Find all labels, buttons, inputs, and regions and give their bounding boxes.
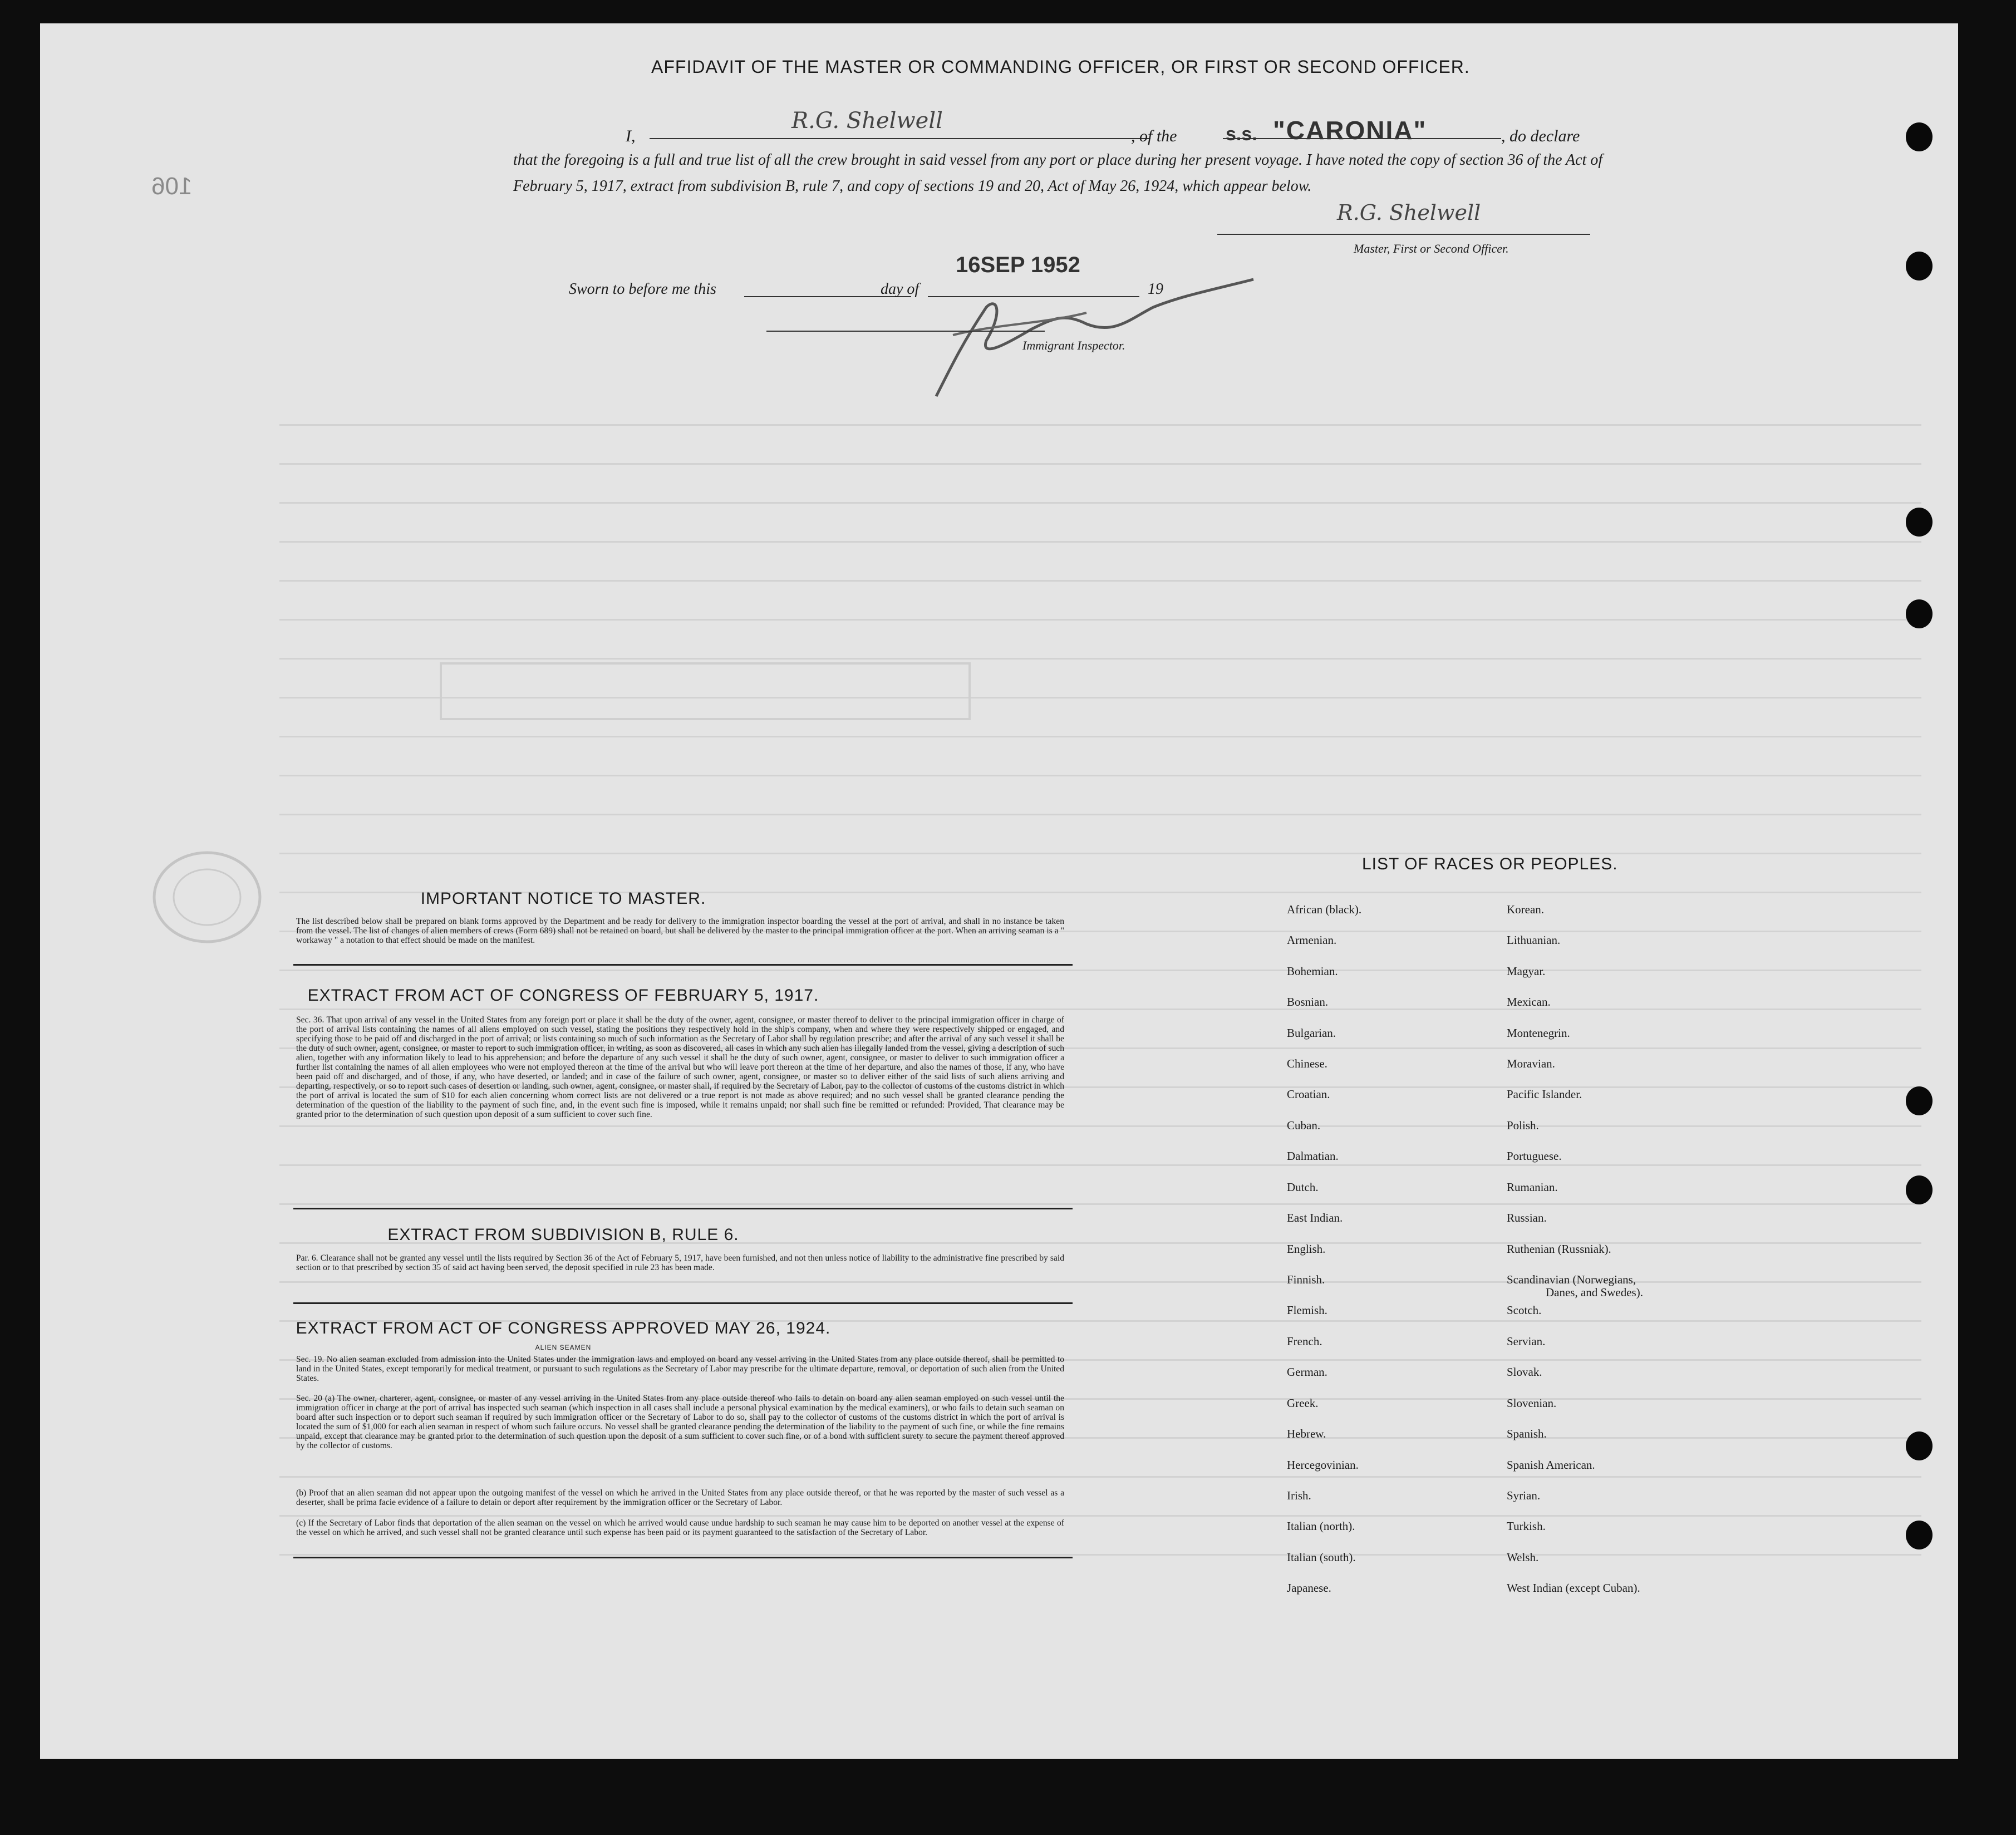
year-label: 19 — [1148, 281, 1163, 298]
race-item: Korean. — [1507, 903, 1545, 916]
ship-name: "CARONIA" — [1273, 116, 1427, 145]
race-item: Bosnian. — [1287, 995, 1329, 1008]
race-item: English. — [1287, 1242, 1326, 1256]
section-rule — [293, 1302, 1073, 1304]
extract-1917-title: EXTRACT FROM ACT OF CONGRESS OF FEBRUARY 5, 1917. — [307, 986, 819, 1005]
binding-hole — [1906, 252, 1933, 281]
race-item: Italian (north). — [1287, 1519, 1355, 1533]
race-item: East Indian. — [1287, 1211, 1343, 1224]
race-item: Chinese. — [1287, 1057, 1327, 1070]
race-item: Greek. — [1287, 1396, 1319, 1410]
faded-seal — [140, 842, 274, 953]
races-title: LIST OF RACES OR PEOPLES. — [1362, 855, 1618, 873]
inspector-line — [766, 331, 1045, 332]
race-item: Spanish. — [1507, 1427, 1547, 1440]
master-caption: Master, First or Second Officer. — [1354, 242, 1509, 255]
sec20a-body: Sec. 20 (a) The owner, charterer, agent, consignee, or master of any vessel arriving in the United States from any place outside thereof who fails to detain on board any alien seaman employed on such vessel until the immigration officer in charge at the port of arrival has inspected such seaman (which inspection in all cases shall include a personal physical examination by the medical examiners), or who fails to detain such seaman on board after such inspection or to deport such seaman if required by such immigration officer or the Secretary of Labor to do so, shall pay to the collector of customs of the customs district in which the port of arrival is located the sum of $1,000 for each alien seaman in respect of whom such failure occurs. No vessel shall be granted clearance pending the determination of the liability to the payment of such fine, or while the fine remains unpaid, except that clearance may be granted prior to the determination of such question upon the deposit of a sum sufficient to cover such fine, or of a bond with sufficient surety to secure the payment thereof approved by the collector of customs. — [296, 1394, 1064, 1450]
race-item: Servian. — [1507, 1335, 1546, 1348]
race-item: Slovenian. — [1507, 1396, 1557, 1410]
document-page — [40, 23, 1958, 1759]
race-item: Lithuanian. — [1507, 933, 1561, 947]
race-item: Armenian. — [1287, 933, 1337, 947]
race-item: Turkish. — [1507, 1519, 1546, 1533]
race-item: Scotch. — [1507, 1303, 1542, 1317]
race-item: Flemish. — [1287, 1303, 1327, 1317]
race-item: Bohemian. — [1287, 965, 1338, 978]
section-rule — [293, 964, 1073, 966]
extract-1924-subtitle: ALIEN SEAMEN — [535, 1344, 592, 1351]
of-the-label: , of the — [1131, 127, 1177, 145]
officer-name-line — [650, 138, 1150, 139]
race-item: Rumanian. — [1507, 1180, 1558, 1194]
binding-hole — [1906, 1521, 1933, 1549]
sec20c-body: (c) If the Secretary of Labor finds that deportation of the alien seaman on the vessel on which he arrived would cause undue hardship to such seaman he may cause him to be deported on another vessel at the expense of the vessel on which he arrived, and such vessel shall not be granted clearance until such expense has been paid or its payment guaranteed to the satisfaction of the Secretary of Labor. — [296, 1518, 1064, 1537]
race-item: French. — [1287, 1335, 1322, 1348]
rule6-title: EXTRACT FROM SUBDIVISION B, RULE 6. — [387, 1226, 739, 1244]
race-item: African (black). — [1287, 903, 1362, 916]
binding-hole — [1906, 508, 1933, 537]
race-item: Moravian. — [1507, 1057, 1555, 1070]
binding-hole — [1906, 1431, 1933, 1460]
race-item: Hercegovinian. — [1287, 1458, 1359, 1472]
race-item: Slovak. — [1507, 1365, 1542, 1379]
race-item: Dutch. — [1287, 1180, 1319, 1194]
sworn-label: Sworn to before me this — [569, 281, 716, 298]
race-item-continued: Danes, and Swedes). — [1546, 1286, 1643, 1299]
notice-body: The list described below shall be prepared on blank forms approved by the Department and be ready for delivery to the immigration inspector boarding the vessel at the port of arrival, and shall in no instance be taken from the vessel. The list of changes of alien members of crews (Form 689) shall not be retained on board, but shall be delivered by the master to the principal immigration officer at the port. When an arriving seaman is a " workaway " a notation to that effect should be made on the manifest. — [296, 917, 1064, 945]
notice-title: IMPORTANT NOTICE TO MASTER. — [420, 889, 706, 908]
do-declare-label: , do declare — [1501, 127, 1580, 145]
race-item: Irish. — [1287, 1489, 1311, 1502]
race-item: Croatian. — [1287, 1088, 1330, 1101]
master-signature: R.G. Shelwell — [1337, 200, 1481, 225]
race-item: Dalmatian. — [1287, 1149, 1339, 1163]
date-stamp: 16SEP 1952 — [956, 253, 1080, 277]
race-item: Russian. — [1507, 1211, 1547, 1224]
race-item: Mexican. — [1507, 995, 1551, 1008]
binding-hole — [1906, 122, 1933, 151]
race-item: Italian (south). — [1287, 1551, 1356, 1564]
race-item: Pacific Islander. — [1507, 1088, 1582, 1101]
race-item: Japanese. — [1287, 1581, 1331, 1595]
extract-1917-body: Sec. 36. That upon arrival of any vessel in the United States from any foreign port or place it shall be the duty of the owner, agent, consignee, or master thereof to deliver to the principal immigration officer in charge of the port of arrival lists containing the names of all aliens employed on such vessel, stating the positions they respectively hold in the ship's company, when and where they were respectively shipped or engaged, and specifying those to be paid off and discharged in the port of arrival; or lists containing so much of such information as the Secretary of Labor shall by regulation prescribe; and after the arrival of any such vessel it shall be the duty of such owner, agent, consignee, or master to report to such immigration officer, in writing, as soon as discovered, all cases in which any such alien has illegally landed from the vessel, giving a description of such alien, together with any information likely to lead to his apprehension; and before the departure of any such vessel it shall be the duty of such owner, agent, consignee, or master to deliver to such immigration officer a further list containing the names of all alien employees who were not employed thereon at the time of the arrival but who will leave port thereon at the time of her departure, and also the names of those, if any, who have been paid off and discharged, and of those, if any, who have deserted, or landed; and in case of the failure of such owner, agent, consignee, or master so to deliver either of the said lists of such aliens arriving and departing, respectively, or so to report such cases of desertion or landing, such owner, agent, consignee, or master shall, if required by the Secretary of Labor, pay to the collector of customs of the customs district in which the port of arrival is located the sum of $10 for each alien concerning whom correct lists are not delivered or a true report is not made as above required; and no such vessel shall be granted clearance pending the determination of the question of the liability to the payment of such fine, and, in the event such fine is imposed, while it remains unpaid; nor shall such fine be remitted or refunded: Provided, That clearance may be granted prior to the determination of such question upon deposit of a sum sufficient to cover such fine. — [296, 1015, 1064, 1119]
master-signature-line — [1217, 234, 1590, 235]
race-item: Finnish. — [1287, 1273, 1325, 1286]
sec20b-body: (b) Proof that an alien seaman did not appear upon the outgoing manifest of the vessel on which he arrived in the United States from any place outside thereof, or that he was reported by the master of such vessel as a deserter, shall be prima facie evidence of a failure to detain or deport after requirement by the immigration officer or the Secretary of Labor. — [296, 1488, 1064, 1507]
rule6-body: Par. 6. Clearance shall not be granted any vessel until the lists required by Section 36 of the Act of February 5, 1917, have been furnished, and not then unless notice of liability to the administrative fine prescribed by said section or to that prescribed by section 35 of said act having been served, the deposit specified in rule 23 has been made. — [296, 1253, 1064, 1272]
section-rule — [293, 1208, 1073, 1209]
section-rule — [293, 1557, 1073, 1558]
race-item: Polish. — [1507, 1119, 1539, 1132]
binding-hole — [1906, 1086, 1933, 1115]
race-item: German. — [1287, 1365, 1327, 1379]
race-item: Cuban. — [1287, 1119, 1321, 1132]
race-item: Ruthenian (Russniak). — [1507, 1242, 1611, 1256]
race-item: Scandinavian (Norwegians, — [1507, 1273, 1636, 1286]
inspector-caption: Immigrant Inspector. — [1022, 338, 1125, 352]
officer-signature: R.G. Shelwell — [791, 108, 943, 134]
race-item: Montenegrin. — [1507, 1026, 1570, 1040]
affidavit-title: AFFIDAVIT OF THE MASTER OR COMMANDING OFFICER, OR FIRST OR SECOND OFFICER. — [651, 57, 1470, 77]
race-item: Hebrew. — [1287, 1427, 1326, 1440]
binding-hole — [1906, 599, 1933, 628]
sec19-body: Sec. 19. No alien seaman excluded from admission into the United States under the immigration laws and employed on board any vessel arriving in the United States from any place outside thereof, shall be permitted to land in the United States, except temporarily for medical treatment, or pursuant to such regulations as the Secretary of Labor may prescribe for the ultimate departure, removal, or deportation of such alien from the United States. — [296, 1355, 1064, 1383]
affidavit-body: that the foregoing is a full and true list of all the crew brought in said vessel from any port or place during her present voyage. I have noted the copy of section 36 of the Act of February 5, 1917, extract from subdivision B, rule 7, and copy of sections 19 and 20, Act of May 26, 1924, which appear below. — [513, 151, 1603, 195]
race-item: Bulgarian. — [1287, 1026, 1336, 1040]
page-number: 106 — [151, 173, 193, 200]
race-item: Syrian. — [1507, 1489, 1541, 1502]
race-item: Welsh. — [1507, 1551, 1539, 1564]
i-label: I, — [626, 127, 636, 145]
extract-1924-title: EXTRACT FROM ACT OF CONGRESS APPROVED MAY 26, 1924. — [296, 1319, 831, 1337]
ship-prefix: s.s. — [1226, 124, 1257, 145]
race-item: Portuguese. — [1507, 1149, 1562, 1163]
faded-stamp — [430, 652, 986, 730]
race-item: Spanish American. — [1507, 1458, 1595, 1472]
day-of-label: day of — [881, 281, 920, 298]
binding-hole — [1906, 1175, 1933, 1204]
race-item: West Indian (except Cuban). — [1507, 1581, 1640, 1595]
race-item: Magyar. — [1507, 965, 1546, 978]
